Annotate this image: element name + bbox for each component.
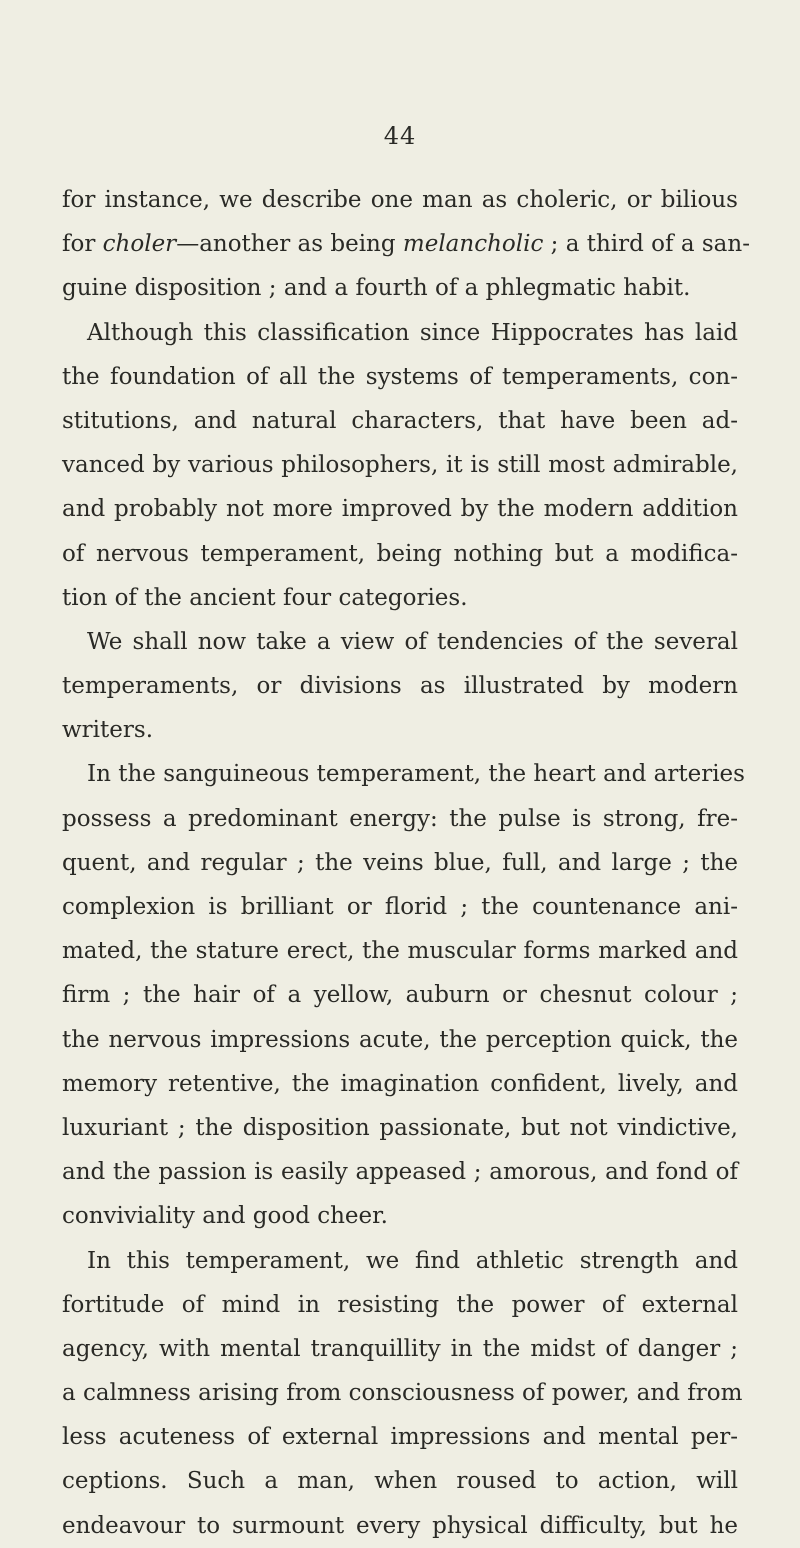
text-run: We shall now take a view of tendencies of the several [87,628,738,655]
text-run: —another as being [176,231,403,258]
text-line [62,620,738,664]
text-run: In the sanguineous temperament, the heart and arteries [87,761,745,788]
text-line [62,1062,738,1106]
text-run: tion of the ancient four categories. [62,584,468,611]
text-run: ; a third of a san- [543,231,750,258]
italic-text: melancholic [402,231,544,258]
text-line [62,973,738,1017]
text-run: In this temperament, we find athletic strength and [87,1247,738,1274]
text-line [62,1415,738,1459]
text-run: and the passion is easily appeased ; amorous, and fond of [62,1159,738,1186]
text-line [62,1327,738,1371]
text-run: conviviality and good cheer. [62,1203,388,1230]
text-run: and probably not more improved by the modern addition [62,496,738,523]
text-run: agency, with mental tranquillity in the midst of danger ; [62,1335,738,1362]
text-run: writers. [62,717,154,744]
text-line [62,841,738,885]
text-line [62,487,738,531]
text-line [62,532,738,576]
text-run: for instance, we describe one man as choleric, or bilious [62,187,738,213]
text-line [62,311,738,355]
text-run: the foundation of all the systems of temperaments, con- [62,363,738,390]
text-run: of nervous temperament, being nothing but a modifica- [62,540,738,567]
text-line [62,708,738,752]
text-run: vanced by various philosophers, it is still most admirable, [62,452,738,479]
text-run: luxuriant ; the disposition passionate, but not vindictive, [62,1114,738,1141]
text-line [62,797,738,841]
text-line [62,929,738,973]
text-run: Although this classification since Hippocrates has laid [87,319,738,346]
italic-text: choler [102,231,177,258]
text-line [62,1194,738,1238]
text-line [62,1371,743,1415]
text-run: complexion is brilliant or florid ; the countenance ani- [62,894,738,920]
text-line [62,1283,738,1327]
text-line [62,1150,738,1194]
text-run: ceptions. Such a man, when roused to action, will [62,1468,738,1495]
text-run: possess a predominant energy: the pulse is strong, fre- [62,805,738,832]
text-run: guine disposition ; and a fourth of a phlegmatic habit. [62,275,691,302]
text-line [62,443,738,487]
text-line [62,1504,738,1548]
text-line [62,664,738,708]
text-line [62,178,738,222]
text-line [62,576,738,620]
text-run: temperaments, or divisions as illustrated by modern [62,673,738,700]
text-run: fortitude of mind in resisting the power of external [62,1291,738,1318]
text-run: stitutions, and natural characters, that have been ad- [62,407,738,434]
text-line [62,885,738,929]
text-line [62,1018,738,1062]
text-line [62,1459,738,1503]
text-run: memory retentive, the imagination confident, lively, and [62,1070,738,1097]
text-run: endeavour to surmount every physical difficulty, but he [62,1512,738,1539]
text-line [62,222,750,266]
page-number: 44 [383,122,417,150]
text-line [62,266,738,310]
text-line [62,1106,738,1150]
body-text [62,178,750,1548]
text-run: less acuteness of external impressions and mental per- [62,1424,738,1451]
text-run: firm ; the hair of a yellow, auburn or chesnut colour ; [62,982,738,1009]
text-run: quent, and regular ; the veins blue, full, and large ; the [62,849,738,876]
text-line [62,355,738,399]
text-run: the nervous impressions acute, the perception quick, the [62,1026,738,1053]
text-line [62,752,745,796]
text-line [62,399,738,443]
text-run: mated, the stature erect, the muscular forms marked and [62,938,738,965]
text-run: for [62,231,103,258]
text-run: a calmness arising from consciousness of power, and from [62,1380,743,1407]
text-line [62,1239,738,1283]
